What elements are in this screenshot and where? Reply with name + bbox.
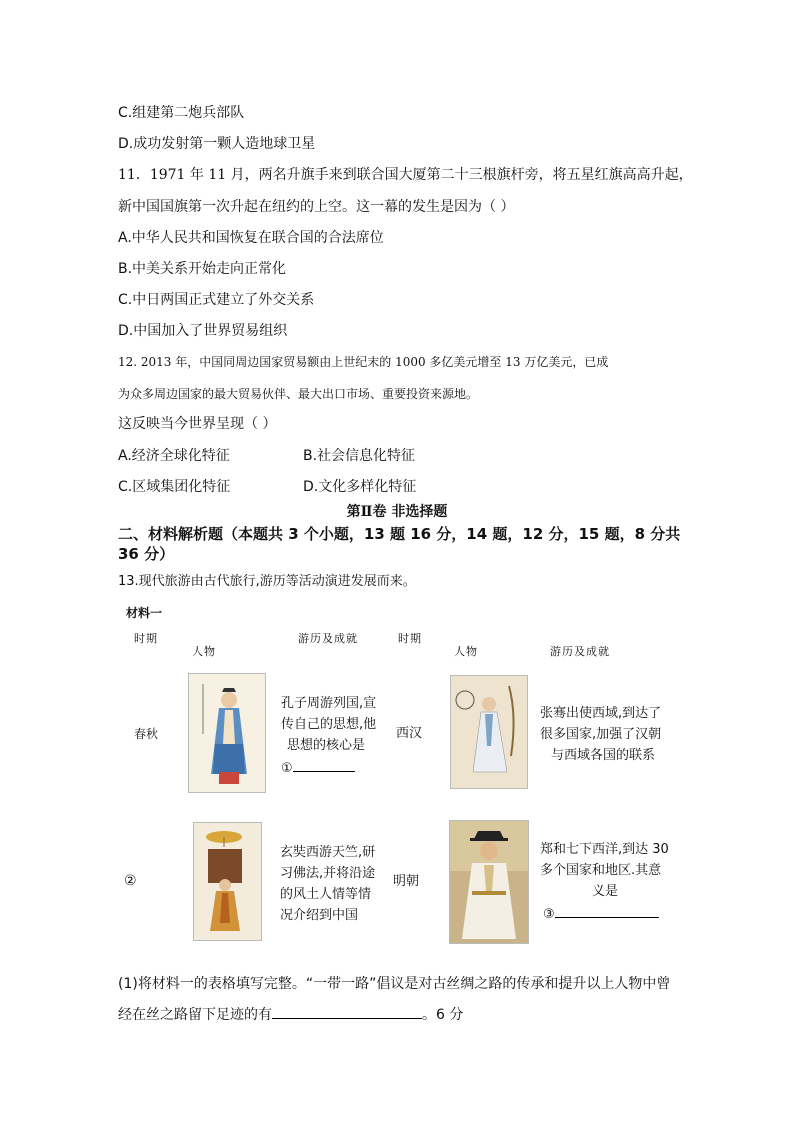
blank-2[interactable]: ② <box>124 873 137 889</box>
q13-stem: 13.现代旅游由古代旅行,游历等活动演进发展而来。 <box>118 574 416 589</box>
header-person-left: 人物 <box>192 645 216 658</box>
zhang-qian-portrait <box>450 675 528 789</box>
header-period-left: 时期 <box>134 632 158 645</box>
row2-left-line1: 玄奘西游天竺,研 <box>280 845 376 860</box>
xuanzang-portrait <box>193 822 262 941</box>
row1-right-line3: 与西域各国的联系 <box>551 748 656 763</box>
q12-stem-line1: 12. 2013 年，中国同周边国家贸易额由上世纪末的 1000 多亿美元增至 13 万亿美元，已成 <box>118 355 609 369</box>
blank-1[interactable] <box>281 757 355 779</box>
blank-1-label: ① <box>281 761 293 776</box>
row2-right-line1: 郑和七下西洋,到达 30 <box>540 842 669 857</box>
q10-option-c: C.组建第二炮兵部队 <box>118 105 245 121</box>
q12-option-c: C.区域集团化特征 <box>118 479 231 495</box>
row1-left-line3: 思想的核心是 <box>287 738 366 753</box>
row1-left-period: 春秋 <box>134 727 159 741</box>
header-achievement-left: 游历及成就 <box>298 632 358 645</box>
sub1-line2 <box>118 1004 463 1024</box>
q11-option-d: D.中国加入了世界贸易组织 <box>118 323 288 339</box>
row2-left-line4: 况介绍到中国 <box>280 908 359 923</box>
part2-title: 第Ⅱ卷 非选择题 <box>346 504 448 520</box>
section-heading-line2: 36 分） <box>118 545 175 563</box>
blank-3-label: ③ <box>543 907 555 922</box>
q11-option-b: B.中美关系开始走向正常化 <box>118 261 287 277</box>
sub1-line2-suffix: 。6 分 <box>422 1007 464 1023</box>
q12-option-b: B.社会信息化特征 <box>303 448 416 464</box>
q10-option-d: D.成功发射第一颗人造地球卫星 <box>118 136 316 152</box>
answer-blank-silk-road[interactable] <box>272 1004 422 1019</box>
q12-stem-line3: 这反映当今世界呈现（ ） <box>118 416 277 432</box>
q12-option-d: D.文化多样化特征 <box>303 479 417 495</box>
section-heading-line1: 二、材料解析题（本题共 3 个小题，13 题 16 分，14 题，12 分，15 题，8 分共 <box>118 525 681 543</box>
q12-option-a: A.经济全球化特征 <box>118 448 230 464</box>
confucius-portrait <box>188 673 266 793</box>
row1-left-line2: 传自己的思想,他 <box>281 717 377 732</box>
q11-option-c: C.中日两国正式建立了外交关系 <box>118 292 315 308</box>
header-period-right: 时期 <box>398 632 422 645</box>
blank-3[interactable] <box>543 903 659 925</box>
row2-left-line2: 习佛法,并将沿途 <box>280 866 376 881</box>
row2-right-line2: 多个国家和地区.其意 <box>540 863 662 878</box>
row2-right-line3: 义是 <box>592 884 619 899</box>
header-achievement-right: 游历及成就 <box>550 645 610 658</box>
row2-right-period: 明朝 <box>393 874 420 889</box>
q11-stem-line1: 11．1971 年 11 月，两名升旗手来到联合国大厦第二十三根旗杆旁，将五星红旗高高升起， <box>118 167 693 183</box>
header-person-right: 人物 <box>454 645 478 658</box>
row1-left-line1: 孔子周游列国,宣 <box>281 696 377 711</box>
q11-stem-line2: 新中国国旗第一次升起在纽约的上空。这一幕的发生是因为（ ） <box>118 199 515 215</box>
q12-stem-line2: 为众多周边国家的最大贸易伙伴、最大出口市场、重要投资来源地。 <box>118 387 479 401</box>
row2-left-line3: 的风土人情等情 <box>280 887 372 902</box>
material-label: 材料一 <box>126 606 163 620</box>
row1-right-line1: 张骞出使西域,到达了 <box>540 706 662 721</box>
row1-right-line2: 很多国家,加强了汉朝 <box>540 727 662 742</box>
row1-right-period: 西汉 <box>396 726 423 741</box>
sub1-line1: (1)将材料一的表格填写完整。“一带一路”倡议是对古丝绸之路的传承和提升以上人物中曾 <box>118 976 671 992</box>
sub1-line2-prefix: 经在丝之路留下足迹的有 <box>118 1007 272 1023</box>
zheng-he-portrait <box>449 820 529 944</box>
q11-option-a: A.中华人民共和国恢复在联合国的合法席位 <box>118 230 384 246</box>
